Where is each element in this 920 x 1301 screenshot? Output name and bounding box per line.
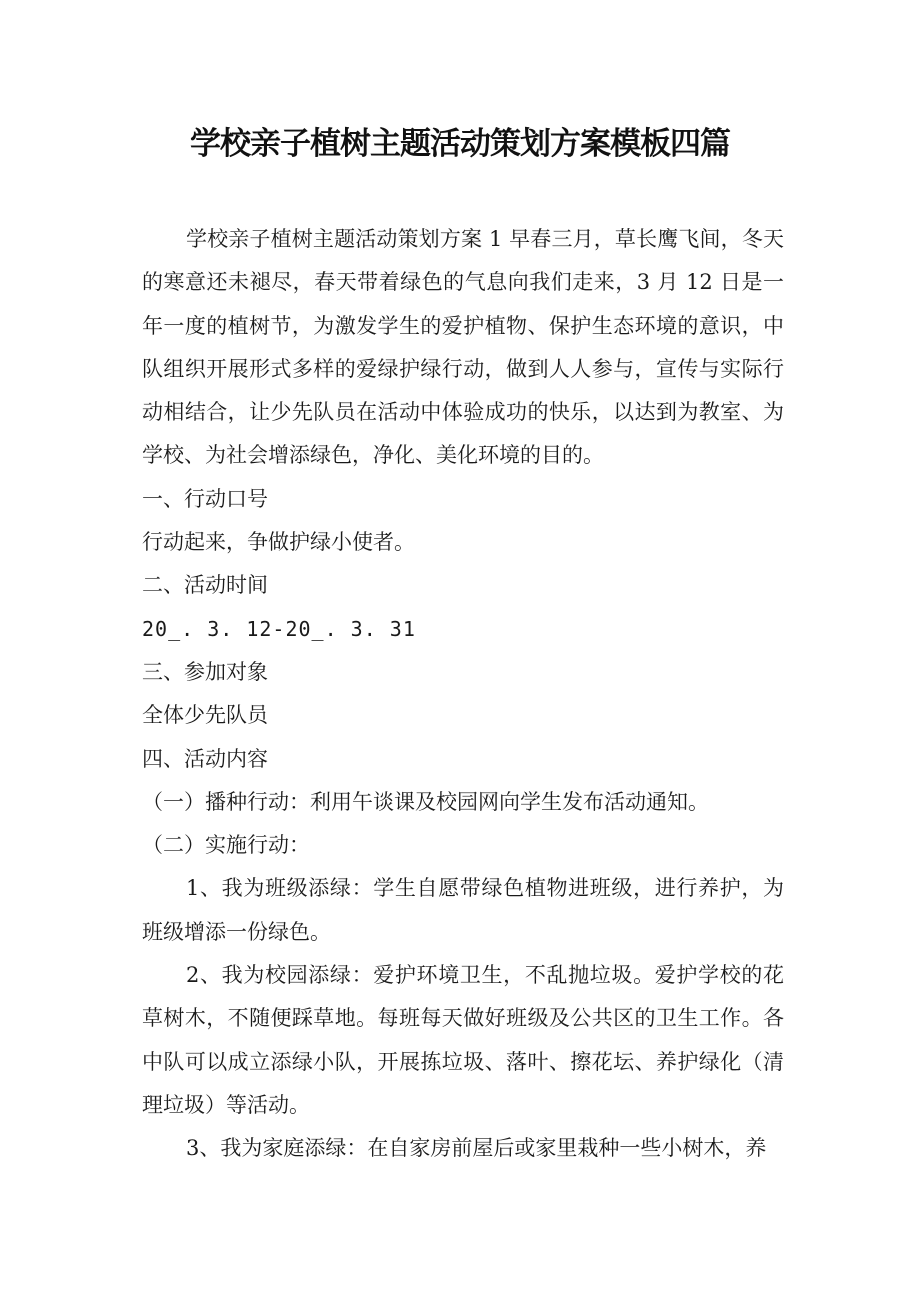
activity-dates: 20_. 3. 12-20_. 3. 31 [142,616,416,641]
intro-paragraph: 学校亲子植树主题活动策划方案 1 早春三月，草长鹰飞间，冬天的寒意还未褪尽，春天带着绿色的气息向我们走来，3 月 12 日是一年一度的植树节，为激发学生的爱护植物、保护生态环境的意识，中队组织开展形式多样的爱绿护绿行动，做到人人参与，宣传与实际行动相结合，让少先队员在活动中体验成功的快乐，以达到为教室、为学校、为社会增添绿色，净化、美化环境的目的。 [142,227,784,468]
list-item-home-green: 3、我为家庭添绿：在自家房前屋后或家里栽种一些小树木，养 [186,1136,767,1161]
slogan-text: 行动起来，争做护绿小使者。 [142,530,415,555]
document-body [142,218,784,1171]
participants-text: 全体少先队员 [142,703,268,728]
list-item-class-green: 1、我为班级添绿：学生自愿带绿色植物进班级，进行养护，为班级增添一份绿色。 [142,876,784,944]
section-heading-content: 四、活动内容 [142,746,268,771]
section-heading-slogan: 一、行动口号 [142,486,268,511]
subsection-implementation: （二）实施行动： [142,833,310,858]
section-heading-participants: 三、参加对象 [142,659,268,684]
subsection-sowing: （一）播种行动：利用午谈课及校园网向学生发布活动通知。 [142,789,709,814]
document-title: 学校亲子植树主题活动策划方案模板四篇 [190,126,730,162]
section-heading-time: 二、活动时间 [142,573,268,598]
list-item-campus-green: 2、我为校园添绿：爱护环境卫生，不乱抛垃圾。爱护学校的花草树木，不随便踩草地。每班每天做好班级及公共区的卫生工作。各中队可以成立添绿小队，开展拣垃圾、落叶、擦花坛、养护绿化（清理垃圾）等活动。 [142,963,784,1117]
